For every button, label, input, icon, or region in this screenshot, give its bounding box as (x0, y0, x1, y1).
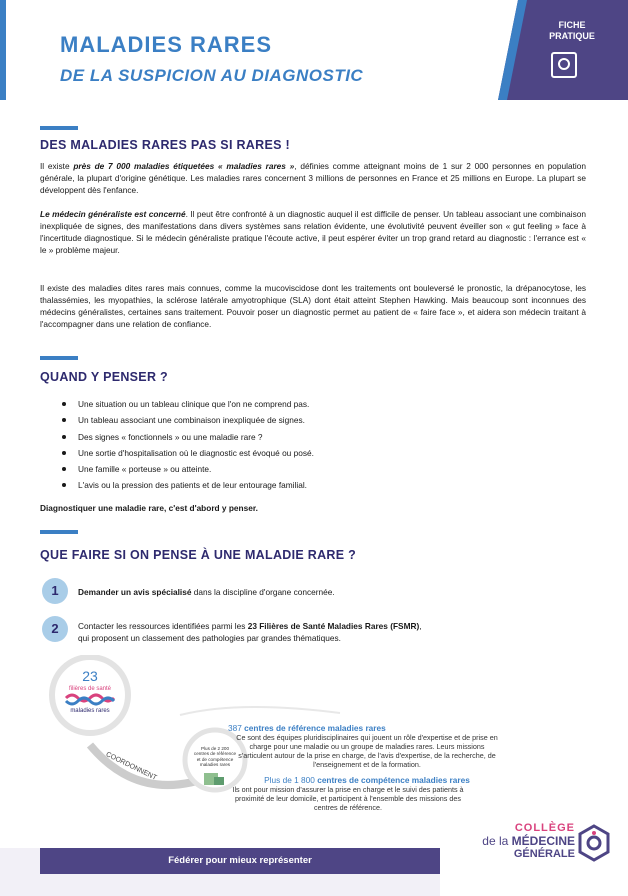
step1-bold: Demander un avis spécialisé (78, 587, 192, 597)
ref-title: centres de référence maladies rares (244, 723, 386, 733)
p2-bold: Le médecin généraliste est concerné (40, 209, 186, 219)
step1-number: 1 (42, 578, 68, 604)
fsmr-label2: maladies rares (70, 708, 110, 714)
step2-number: 2 (42, 616, 68, 642)
gear-document-icon (551, 52, 577, 78)
college-logo (455, 822, 575, 860)
fiche-pratique-badge (522, 20, 622, 42)
section-accent-bar (40, 356, 78, 360)
logo-line2b: MÉDECINE (511, 834, 575, 848)
list-item: Un tableau associant une combinaison inexpliquée de signes. (62, 412, 582, 428)
p2-text: . Il peut être confronté à un diagnostic auquel il est difficile de penser. Un tableau associant une combinaison inexpliquée de signes, des manifestations dans divers systèmes sans relation évidente, une évolutivité peuvent éveiller son « gut feeling » face à l'incertitude diagnostique. Si le médecin généraliste pratique l'écoute active, il peut espérer éviter un trop grand retard au diagnostic : l'errance est « le » problème majeur. (40, 209, 586, 255)
ref-centers-desc: Ce sont des équipes pluridisciplinaires qui jouent un rôle d'expertise et de prise en charge pour une maladie ou un groupe de maladies rares. Leurs missions s'articulent autour de la prise en charge, de l'avis d'expertise, de la recherche, de l'enseignement et de la formation. (236, 733, 498, 769)
badge-line2: PRATIQUE (549, 31, 595, 41)
section3-title: QUE FAIRE SI ON PENSE À UNE MALADIE RARE ? (40, 548, 357, 562)
section-accent-bar (40, 530, 78, 534)
comp-title: centres de compétence maladies rares (317, 775, 470, 785)
logo-line2a: de la (482, 834, 509, 848)
ref-count: 387 (228, 723, 242, 733)
p1-bold: près de 7 000 maladies étiquetées « maladies rares » (73, 161, 295, 171)
centers-summary: Plus de 2 200 centres de référence et de compétence maladies rares (193, 746, 237, 768)
section1-paragraph3: Il existe des maladies dites rares mais connues, comme la mucoviscidose dont les traitements ont bouleversé le pronostic, la drépanocytose, les thalassémies, les myopathies, la sclérose latérale amyotrophique (SLA) dont était atteint Stephen Hawking. Mais beaucoup sont inconnues des médecins généralistes, certaines sans traitement. Pouvoir poser un diagnostic permet au patient de « faire face », et aidera son médecin traitant à l'accompagner dans une relation de confiance. (40, 283, 586, 329)
section2-conclusion: Diagnostiquer une maladie rare, c'est d'abord y penser. (40, 503, 258, 513)
list-item: Une sortie d'hospitalisation où le diagnostic est évoqué ou posé. (62, 445, 582, 461)
badge-line1: FICHE (558, 20, 586, 30)
list-item: Une situation ou un tableau clinique que l'on ne comprend pas. (62, 396, 582, 412)
step1-text: Demander un avis spécialisé dans la discipline d'organe concernée. (78, 587, 335, 597)
page-subtitle: DE LA SUSPICION AU DIAGNOSTIC (60, 66, 364, 85)
comp-centers-desc: Ils ont pour mission d'assurer la prise en charge et le suivi des patients à proximité de leur domicile, et participent à l'ensemble des missions des centres de référence. (232, 785, 464, 812)
list-item: L'avis ou la pression des patients et de leur entourage familial. (62, 477, 582, 493)
section-accent-bar (40, 126, 78, 130)
p1-text-a: Il existe (40, 161, 74, 171)
list-item: Une famille « porteuse » ou atteinte. (62, 461, 582, 477)
step2-bold: 23 Filières de Santé Maladies Rares (FSMR) (247, 621, 420, 631)
step2-text: Contacter les ressources identifiées parmi les 23 Filières de Santé Maladies Rares (FSMR), qui proposent un classement des pathologies par grandes thématiques. (78, 621, 422, 643)
section1-paragraph1 (40, 160, 586, 196)
logo-line1: COLLÈGE (514, 822, 575, 834)
footer-slogan: Fédérer pour mieux représenter (168, 855, 312, 866)
logo-line3: GÉNÉRALE (513, 848, 575, 860)
list-item: Des signes « fonctionnels » ou une maladie rare ? (62, 429, 582, 445)
header (0, 0, 628, 100)
page-title: MALADIES RARES (60, 32, 273, 57)
fsmr-label1: filières de santé (68, 686, 112, 692)
section2-title: QUAND Y PENSER ? (40, 370, 168, 384)
criteria-list (62, 396, 582, 494)
comp-prefix: Plus de 1 800 (264, 775, 315, 785)
section1-paragraph2 (40, 208, 586, 256)
p1-text-b: , définies comme atteignant moins de 1 sur 2 000 personnes en population générale, la plupart d'origine génétique. Les maladies rares concernent 3 millions de personnes en France et 25 millions en Europe. La plupart se développent dès l'enfance. (40, 161, 586, 195)
coordonnent-label: COORDONNENT (104, 751, 158, 782)
fsmr-count: 23 (82, 668, 98, 684)
section1-title: DES MALADIES RARES PAS SI RARES ! (40, 138, 290, 152)
college-hexagon-icon (578, 824, 610, 864)
